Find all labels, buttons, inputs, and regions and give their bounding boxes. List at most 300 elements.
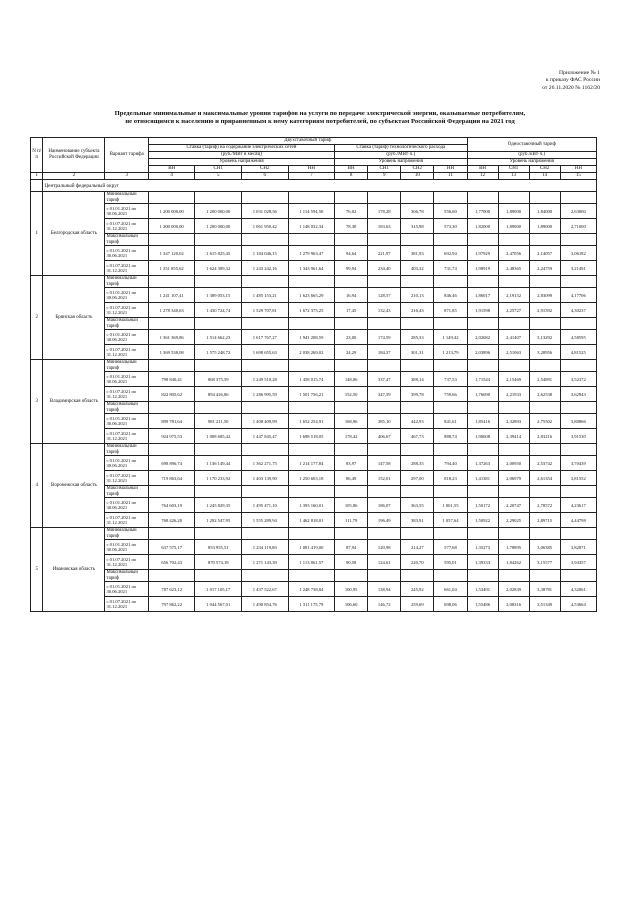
empty-cell bbox=[195, 276, 242, 288]
tariff-value: 174,59 bbox=[368, 330, 401, 345]
tariff-value: 128,57 bbox=[368, 288, 401, 303]
column-number: 4 bbox=[148, 173, 195, 180]
tariff-value: 388,14 bbox=[401, 372, 434, 387]
tariff-value: 1,78895 bbox=[498, 540, 529, 555]
column-number: 7 bbox=[288, 173, 335, 180]
empty-cell bbox=[368, 528, 401, 540]
column-number: 2 bbox=[43, 173, 105, 180]
empty-cell bbox=[195, 402, 242, 414]
empty-cell bbox=[335, 528, 368, 540]
tariff-value: 787 623,12 bbox=[148, 582, 195, 597]
tariff-value: 4,53664 bbox=[560, 597, 596, 612]
empty-cell bbox=[288, 528, 335, 540]
tariff-value: 94,64 bbox=[335, 246, 368, 261]
tariff-value: 595,01 bbox=[434, 555, 467, 570]
tariff-value: 111,79 bbox=[335, 513, 368, 528]
column-number: 9 bbox=[368, 173, 401, 180]
tariff-value: 1 200 000,00 bbox=[195, 204, 242, 219]
tariff-value: 797 862,22 bbox=[148, 597, 195, 612]
tariff-value: 2,14057 bbox=[529, 246, 560, 261]
tariff-value: 1 529 707,81 bbox=[242, 303, 289, 318]
empty-cell bbox=[288, 276, 335, 288]
empty-cell bbox=[467, 486, 498, 498]
tariff-value: 1 447 845,47 bbox=[242, 429, 289, 444]
tariff-value: 285,33 bbox=[401, 330, 434, 345]
empty-cell bbox=[401, 192, 434, 204]
tariff-value: 301,31 bbox=[401, 345, 434, 360]
empty-cell bbox=[195, 528, 242, 540]
tariff-value: 2,39414 bbox=[498, 429, 529, 444]
period-label: с 01.01.2021 по 30.06.2021 bbox=[105, 204, 148, 219]
tariff-value: 871,85 bbox=[434, 303, 467, 318]
tariff-value: 1,53491 bbox=[467, 582, 498, 597]
tariff-value: 3,06182 bbox=[560, 246, 596, 261]
tariff-value: 661,04 bbox=[434, 582, 467, 597]
tariff-value: 924 975,53 bbox=[148, 429, 195, 444]
region-number: 4 bbox=[31, 444, 43, 528]
tariff-value: 2,41407 bbox=[498, 330, 529, 345]
tariff-value: 2,75502 bbox=[529, 414, 560, 429]
appendix-date: от 26.11.2020 № 1162/20 bbox=[542, 84, 600, 91]
empty-cell bbox=[498, 444, 529, 456]
empty-cell bbox=[434, 318, 467, 330]
tariff-value: 1 292 547,95 bbox=[195, 513, 242, 528]
tariff-value: 853 955,51 bbox=[195, 540, 242, 555]
tariff-value: 888,74 bbox=[434, 429, 467, 444]
header-voltage-level: СН2 bbox=[529, 166, 560, 173]
tariff-value: 120,98 bbox=[368, 540, 401, 555]
tariff-value: 1,37263 bbox=[467, 456, 498, 471]
tariff-value: 178,28 bbox=[368, 204, 401, 219]
tariff-value: 1,82000 bbox=[467, 219, 498, 234]
tariff-variant-label: Максимальный тариф bbox=[105, 402, 148, 414]
tariff-value: 759,66 bbox=[434, 387, 467, 402]
empty-cell bbox=[529, 444, 560, 456]
region-name: Воронежская область bbox=[43, 444, 105, 528]
tariff-value: 3,28956 bbox=[529, 345, 560, 360]
tariff-value: 1 114 594,50 bbox=[288, 204, 335, 219]
tariff-value: 315,98 bbox=[401, 219, 434, 234]
tariff-value: 1 008 685,42 bbox=[195, 429, 242, 444]
tariff-value: 1,71544 bbox=[467, 372, 498, 387]
empty-cell bbox=[242, 402, 289, 414]
tariff-variant-label: Максимальный тариф bbox=[105, 234, 148, 246]
tariff-value: 90,58 bbox=[335, 555, 368, 570]
tariff-value: 1 941 208,59 bbox=[288, 330, 335, 345]
tariff-value: 2,03896 bbox=[467, 345, 498, 360]
tariff-value: 1 200 000,00 bbox=[148, 219, 195, 234]
tariff-value: 3,94357 bbox=[560, 555, 596, 570]
header-num: N п/п bbox=[31, 138, 43, 173]
empty-cell bbox=[148, 402, 195, 414]
region-number: 5 bbox=[31, 528, 43, 612]
header-loss-unit: (руб./МВт·ч.) bbox=[335, 152, 467, 159]
column-number: 8 bbox=[335, 173, 368, 180]
tariff-value: 1 462 818,01 bbox=[288, 513, 335, 528]
tariff-value: 1 279 963,47 bbox=[288, 246, 335, 261]
tariff-value: 1,39333 bbox=[467, 555, 498, 570]
tariff-value: 3,13292 bbox=[529, 330, 560, 345]
appendix-number: Приложение № 1 bbox=[559, 70, 600, 76]
period-label: с 01.07.2021 по 31.12.2021 bbox=[105, 471, 148, 486]
region-name: Ивановская область bbox=[43, 528, 105, 612]
tariff-value: 2,83216 bbox=[529, 429, 560, 444]
tariff-value: 259,69 bbox=[401, 597, 434, 612]
empty-cell bbox=[148, 276, 195, 288]
header-voltage-level: СН2 bbox=[242, 166, 289, 173]
tariff-value: 1,90608 bbox=[467, 429, 498, 444]
tariff-value: 1 311 175,79 bbox=[288, 597, 335, 612]
tariff-value: 1,98919 bbox=[467, 261, 498, 276]
tariff-variant-label: Максимальный тариф bbox=[105, 570, 148, 582]
table-row bbox=[31, 414, 597, 429]
tariff-value: 2,19152 bbox=[498, 288, 529, 303]
empty-cell bbox=[288, 570, 335, 582]
empty-cell bbox=[148, 444, 195, 456]
empty-cell bbox=[148, 234, 195, 246]
tariff-value: 1 149,42 bbox=[434, 330, 467, 345]
period-label: с 01.07.2021 по 31.12.2021 bbox=[105, 261, 148, 276]
tariff-value: 2,48365 bbox=[498, 261, 529, 276]
tariff-value: 2,20747 bbox=[498, 498, 529, 513]
tariff-variant-label: Минимальный тариф bbox=[105, 192, 148, 204]
tariff-value: 2,53742 bbox=[529, 456, 560, 471]
tariff-value: 841,61 bbox=[434, 414, 467, 429]
header-voltage-level: СН1 bbox=[498, 166, 529, 173]
column-number: 13 bbox=[498, 173, 529, 180]
empty-cell bbox=[288, 486, 335, 498]
table-row bbox=[31, 540, 597, 555]
period-label: с 01.01.2021 по 30.06.2021 bbox=[105, 330, 148, 345]
empty-cell bbox=[148, 486, 195, 498]
tariff-value: 147,58 bbox=[368, 456, 401, 471]
empty-cell bbox=[434, 570, 467, 582]
tariff-value: 2,54891 bbox=[529, 372, 560, 387]
tariff-variant-label: Минимальный тариф bbox=[105, 276, 148, 288]
empty-cell bbox=[401, 276, 434, 288]
empty-cell bbox=[368, 360, 401, 372]
table-row bbox=[31, 276, 597, 288]
empty-cell bbox=[242, 276, 289, 288]
region-number: 1 bbox=[31, 192, 43, 276]
empty-cell bbox=[401, 528, 434, 540]
empty-cell bbox=[498, 234, 529, 246]
header-voltage: Уровень напряжения bbox=[467, 159, 596, 166]
tariff-value: 1 672 375,25 bbox=[288, 303, 335, 318]
table-row bbox=[31, 456, 597, 471]
period-label: с 01.01.2021 по 30.06.2021 bbox=[105, 246, 148, 261]
tariff-value: 152,50 bbox=[335, 387, 368, 402]
empty-cell bbox=[288, 234, 335, 246]
tariff-value: 2,83099 bbox=[529, 288, 560, 303]
empty-cell bbox=[148, 192, 195, 204]
empty-cell bbox=[148, 318, 195, 330]
tariff-value: 132,43 bbox=[368, 303, 401, 318]
column-number: 5 bbox=[195, 173, 242, 180]
tariff-value: 1 698 655,63 bbox=[242, 345, 289, 360]
appendix-reference bbox=[380, 70, 600, 92]
empty-cell bbox=[498, 192, 529, 204]
tariff-value: 1 214 177,84 bbox=[288, 456, 335, 471]
tariff-value: 76,02 bbox=[335, 204, 368, 219]
empty-cell bbox=[401, 318, 434, 330]
tariff-value: 1,86017 bbox=[467, 288, 498, 303]
tariff-value: 78,30 bbox=[335, 219, 368, 234]
tariff-value: 1 389 053,15 bbox=[195, 288, 242, 303]
tariff-value: 24,29 bbox=[335, 345, 368, 360]
empty-cell bbox=[467, 318, 498, 330]
tariff-value: 442,93 bbox=[401, 414, 434, 429]
empty-cell bbox=[529, 234, 560, 246]
tariff-value: 577,68 bbox=[434, 540, 467, 555]
tariff-value: 868 375,59 bbox=[195, 372, 242, 387]
empty-cell bbox=[434, 444, 467, 456]
tariff-value: 2 038 269,02 bbox=[288, 345, 335, 360]
tariff-value: 17,45 bbox=[335, 303, 368, 318]
region-name: Брянская область bbox=[43, 276, 105, 360]
tariff-value: 573,30 bbox=[434, 219, 467, 234]
tariff-value: 385,10 bbox=[368, 414, 401, 429]
tariff-value: 1 031 028,56 bbox=[242, 204, 289, 219]
empty-cell bbox=[368, 486, 401, 498]
tariff-value: 1,89000 bbox=[498, 219, 529, 234]
header-voltage-level: СН1 bbox=[195, 166, 242, 173]
tariff-value: 347,59 bbox=[368, 387, 401, 402]
header-voltage: Уровень напряжения bbox=[148, 159, 334, 166]
table-row bbox=[31, 330, 597, 345]
tariff-value: 1 241 107,41 bbox=[148, 288, 195, 303]
tariff-value: 822 805,62 bbox=[148, 387, 195, 402]
tariff-value: 2,24759 bbox=[529, 261, 560, 276]
column-number: 6 bbox=[242, 173, 289, 180]
tariff-value: 1 408 409,99 bbox=[242, 414, 289, 429]
tariff-value: 146,72 bbox=[368, 597, 401, 612]
tariff-value: 2,63000 bbox=[560, 204, 596, 219]
empty-cell bbox=[195, 318, 242, 330]
tariff-value: 2,02839 bbox=[498, 582, 529, 597]
tariff-value: 86,49 bbox=[335, 471, 368, 486]
tariff-value: 1 437 522,67 bbox=[242, 582, 289, 597]
empty-cell bbox=[335, 192, 368, 204]
empty-cell bbox=[434, 234, 467, 246]
tariff-value: 1 403 139,90 bbox=[242, 471, 289, 486]
tariff-value: 3,82871 bbox=[560, 540, 596, 555]
empty-cell bbox=[288, 360, 335, 372]
tariff-value: 1,77000 bbox=[467, 204, 498, 219]
tariff-variant-label: Минимальный тариф bbox=[105, 528, 148, 540]
tariff-value: 731,74 bbox=[434, 261, 467, 276]
tariff-value: 1 213,79 bbox=[434, 345, 467, 360]
tariff-value: 2,91592 bbox=[529, 303, 560, 318]
tariff-value: 3,52372 bbox=[560, 372, 596, 387]
tariff-value: 1 351 855,62 bbox=[148, 261, 195, 276]
tariff-value: 1 200 000,00 bbox=[195, 219, 242, 234]
tariff-value: 798 840,41 bbox=[148, 372, 195, 387]
empty-cell bbox=[242, 444, 289, 456]
tariff-value: 1,89000 bbox=[529, 219, 560, 234]
tariff-value: 3,81552 bbox=[560, 471, 596, 486]
tariff-value: 23,00 bbox=[335, 330, 368, 345]
tariff-value: 288,35 bbox=[401, 456, 434, 471]
tariff-value: 1 652 254,91 bbox=[288, 414, 335, 429]
appendix-order: к приказу ФАС России bbox=[545, 77, 600, 84]
tariff-value: 1 343 961,64 bbox=[288, 261, 335, 276]
tariff-value: 4,32061 bbox=[560, 582, 596, 597]
tariff-value: 1 061 950,42 bbox=[242, 219, 289, 234]
region-name: Белгородская область bbox=[43, 192, 105, 276]
tariff-value: 2,62538 bbox=[529, 387, 560, 402]
period-label: с 01.07.2021 по 31.12.2021 bbox=[105, 303, 148, 318]
header-voltage-level: НН bbox=[288, 166, 335, 173]
empty-cell bbox=[560, 486, 596, 498]
empty-cell bbox=[498, 486, 529, 498]
tariff-value: 1 575 248,72 bbox=[195, 345, 242, 360]
header-voltage-level: ВН bbox=[148, 166, 195, 173]
tariff-value: 1 698 518,05 bbox=[288, 429, 335, 444]
region-number: 2 bbox=[31, 276, 43, 360]
header-maintenance-unit: (руб./МВт в месяц) bbox=[148, 152, 334, 159]
empty-cell bbox=[560, 192, 596, 204]
tariff-value: 764 603,19 bbox=[148, 498, 195, 513]
table-row bbox=[31, 513, 597, 528]
empty-cell bbox=[368, 402, 401, 414]
tariff-value: 3,62943 bbox=[560, 387, 596, 402]
tariff-value: 2,00950 bbox=[498, 456, 529, 471]
empty-cell bbox=[242, 360, 289, 372]
period-label: с 01.07.2021 по 31.12.2021 bbox=[105, 345, 148, 360]
empty-cell bbox=[434, 402, 467, 414]
tariff-value: 2,47056 bbox=[498, 246, 529, 261]
tariff-value: 4,81525 bbox=[560, 345, 596, 360]
table-row bbox=[31, 582, 597, 597]
tariff-value: 1 001,55 bbox=[434, 498, 467, 513]
empty-cell bbox=[467, 234, 498, 246]
tariff-value: 1,91598 bbox=[467, 303, 498, 318]
period-label: с 01.01.2021 по 30.06.2021 bbox=[105, 372, 148, 387]
empty-cell bbox=[401, 444, 434, 456]
period-label: с 01.01.2021 по 30.06.2021 bbox=[105, 498, 148, 513]
table-row bbox=[31, 402, 597, 414]
empty-cell bbox=[498, 528, 529, 540]
tariff-value: 1,85416 bbox=[467, 414, 498, 429]
tariff-value: 2,51063 bbox=[498, 345, 529, 360]
tariff-value: 100,95 bbox=[335, 582, 368, 597]
tariff-value: 297,00 bbox=[401, 471, 434, 486]
empty-cell bbox=[467, 570, 498, 582]
period-label: с 01.07.2021 по 31.12.2021 bbox=[105, 429, 148, 444]
header-rate-loss: Ставка (тариф) технологического расхода bbox=[335, 145, 467, 152]
tariff-value: 2,02682 bbox=[467, 330, 498, 345]
tariff-value: 698,06 bbox=[434, 597, 467, 612]
tariff-value: 220,70 bbox=[401, 555, 434, 570]
tariff-value: 870 574,18 bbox=[195, 555, 242, 570]
tariff-value: 1,55486 bbox=[467, 597, 498, 612]
tariff-value: 2,32893 bbox=[498, 414, 529, 429]
tariff-value: 1,89000 bbox=[498, 204, 529, 219]
empty-cell bbox=[335, 570, 368, 582]
table-row bbox=[31, 234, 597, 246]
tariff-value: 2,61354 bbox=[529, 471, 560, 486]
tariff-value: 1 555 289,94 bbox=[242, 513, 289, 528]
tariff-value: 168,96 bbox=[335, 414, 368, 429]
empty-cell bbox=[560, 402, 596, 414]
empty-cell bbox=[498, 318, 529, 330]
empty-cell bbox=[560, 570, 596, 582]
tariff-value: 4,30237 bbox=[560, 303, 596, 318]
empty-cell bbox=[335, 486, 368, 498]
period-label: с 01.01.2021 по 30.06.2021 bbox=[105, 288, 148, 303]
tariff-value: 1 136 149,44 bbox=[195, 456, 242, 471]
tariff-value: 2,06979 bbox=[498, 471, 529, 486]
table-row bbox=[31, 528, 597, 540]
table-row bbox=[31, 246, 597, 261]
table-row bbox=[31, 219, 597, 234]
table-row bbox=[31, 372, 597, 387]
tariff-value: 1 044 567,01 bbox=[195, 597, 242, 612]
tariff-value: 1,84262 bbox=[498, 555, 529, 570]
tariff-value: 214,27 bbox=[401, 540, 434, 555]
empty-cell bbox=[498, 360, 529, 372]
region-name: Владимирская область bbox=[43, 360, 105, 444]
empty-cell bbox=[498, 402, 529, 414]
empty-cell bbox=[401, 402, 434, 414]
tariff-value: 1 243 242,16 bbox=[242, 261, 289, 276]
tariff-value: 3,38781 bbox=[529, 582, 560, 597]
empty-cell bbox=[368, 276, 401, 288]
tariff-value: 1 615 825,45 bbox=[195, 246, 242, 261]
tariff-value: 1 271 143,39 bbox=[242, 555, 289, 570]
empty-cell bbox=[467, 276, 498, 288]
empty-cell bbox=[529, 192, 560, 204]
tariff-value: 1,97929 bbox=[467, 246, 498, 261]
tariff-value: 1 148 032,34 bbox=[288, 219, 335, 234]
tariff-value: 1 490 854,76 bbox=[242, 597, 289, 612]
tariff-value: 1,35273 bbox=[467, 540, 498, 555]
empty-cell bbox=[434, 360, 467, 372]
empty-cell bbox=[368, 570, 401, 582]
tariff-value: 737,53 bbox=[434, 372, 467, 387]
tariff-value: 719 863,64 bbox=[148, 471, 195, 486]
tariff-value: 2,25727 bbox=[498, 303, 529, 318]
tariff-value: 1 057,64 bbox=[434, 513, 467, 528]
tariff-value: 1 234 119,80 bbox=[242, 540, 289, 555]
empty-cell bbox=[467, 528, 498, 540]
table-row bbox=[31, 429, 597, 444]
column-number: 12 bbox=[467, 173, 498, 180]
tariff-value: 403,32 bbox=[401, 261, 434, 276]
tariff-value: 2,71000 bbox=[560, 219, 596, 234]
header-variant: Вариант тарифа bbox=[105, 138, 148, 173]
tariff-value: 1 248 738,84 bbox=[288, 582, 335, 597]
table-row bbox=[31, 570, 597, 582]
table-row bbox=[31, 192, 597, 204]
tariff-value: 1 430 724,74 bbox=[195, 303, 242, 318]
column-number: 10 bbox=[401, 173, 434, 180]
tariff-value: 99,94 bbox=[335, 261, 368, 276]
empty-cell bbox=[467, 360, 498, 372]
tariff-value: 1 081 419,00 bbox=[288, 540, 335, 555]
empty-cell bbox=[529, 402, 560, 414]
tariff-value: 124,61 bbox=[368, 555, 401, 570]
empty-cell bbox=[288, 402, 335, 414]
tariff-value: 1 017 105,17 bbox=[195, 582, 242, 597]
tariff-value: 1 485 153,21 bbox=[242, 288, 289, 303]
tariff-value: 656 702,43 bbox=[148, 555, 195, 570]
period-label: с 01.07.2021 по 31.12.2021 bbox=[105, 513, 148, 528]
tariff-value: 1,84000 bbox=[529, 204, 560, 219]
period-label: с 01.01.2021 по 30.06.2021 bbox=[105, 582, 148, 597]
tariff-variant-label: Максимальный тариф bbox=[105, 486, 148, 498]
